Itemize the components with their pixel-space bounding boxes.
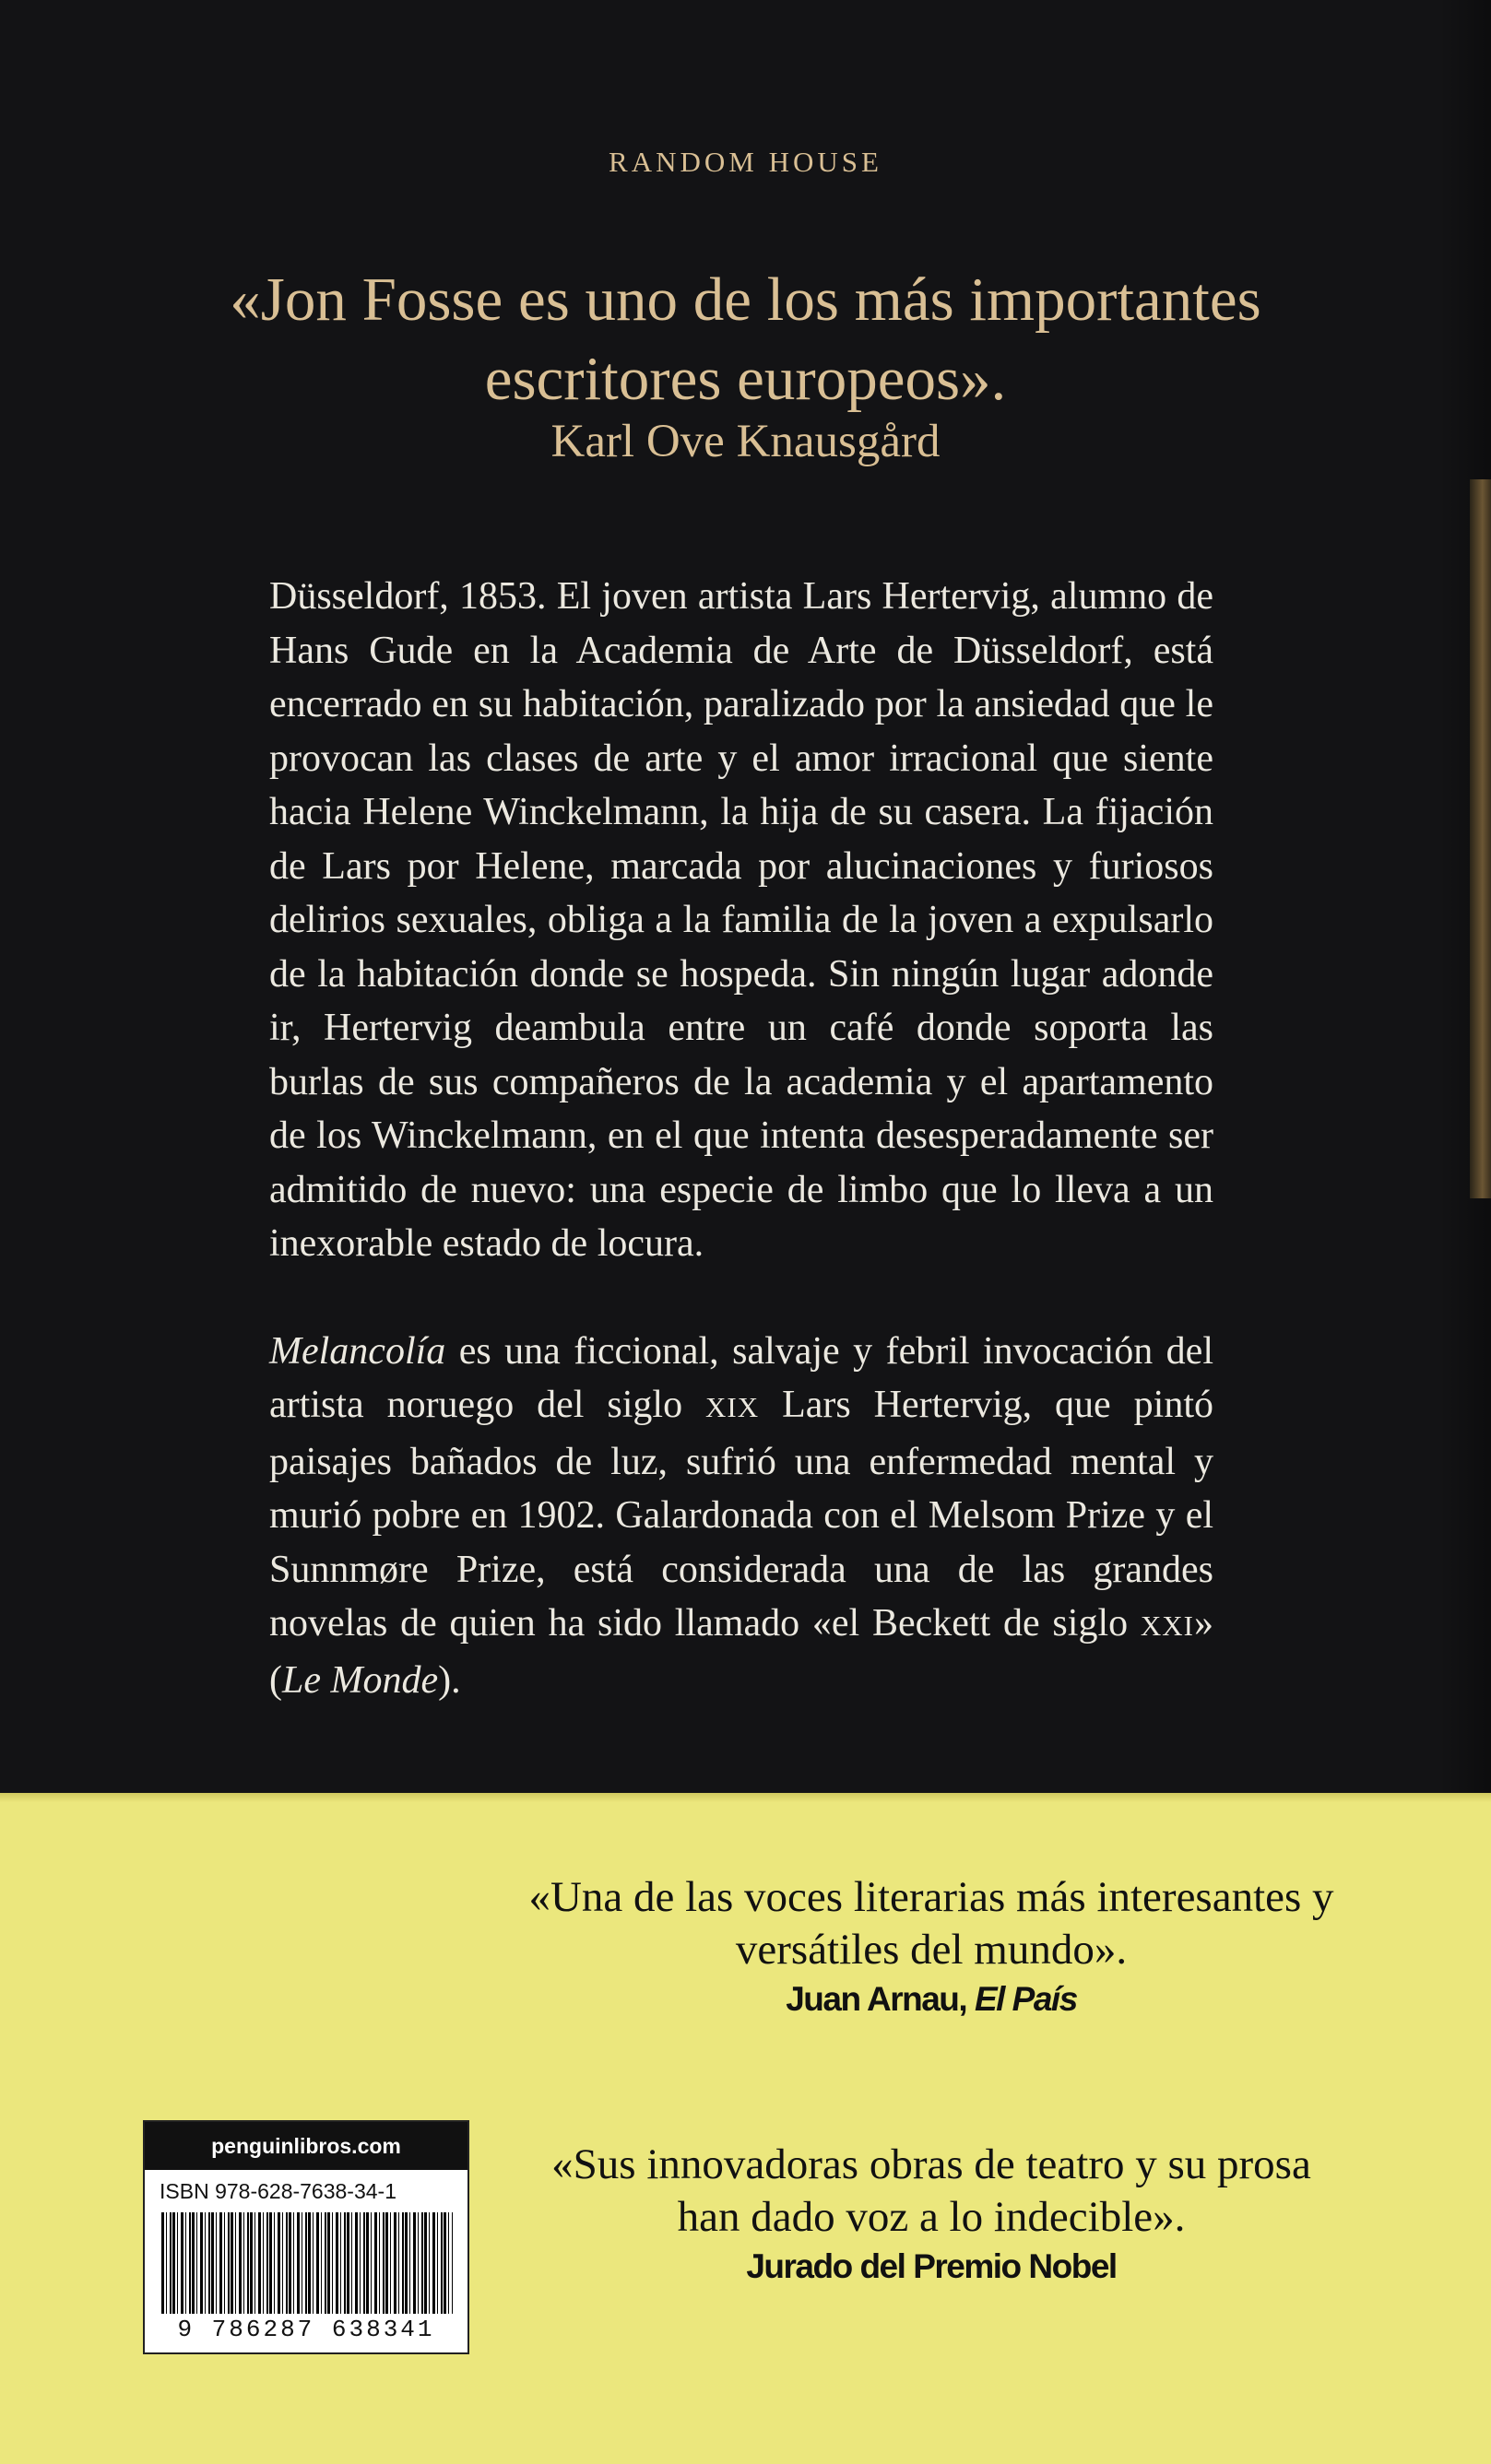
review-1-text: «Una de las voces literarias más interesantes y versátiles del mundo». <box>528 1873 1334 1974</box>
synopsis-paragraph-1: Düsseldorf, 1853. El joven artista Lars Hertervig, alumno de Hans Gude en la Academia de Arte de Düsseldorf, está encerrado en su habitación, paralizado por la ansiedad que le provocan las clases de arte y el amor irracional que siente hacia Helene Winckelmann, la hija de su casera. La fijación de Lars por Helene, marcada por alucinaciones y furiosos delirios sexuales, obliga a la familia de la joven a expulsarlo de la habitación donde se hospeda. Sin ningún lugar adonde ir, Hertervig deambula entre un café donde soporta las burlas de sus compañeros de la academia y el apartamento de los Winckelmann, en el que intenta desesperadamente ser admitido de nuevo: una especie de limbo que lo lleva a un inexorable estado de locura. <box>269 575 1213 1265</box>
review-1-source: El País <box>974 1980 1077 2018</box>
barcode-digits: 9 786287 638341 <box>177 2316 435 2343</box>
main-quote-author: Karl Ove Knausgård <box>550 416 941 467</box>
synopsis-text: Lars Hertervig, que pintó paisajes bañados de luz, sufrió una enfermedad mental y murió pobre en 1902. Galardonada con el Melsom Prize y el Sunnmøre Prize, está considerada una de las grandes novelas de quien ha sido llamado «el Beckett de siglo <box>269 1384 1213 1645</box>
isbn-label: ISBN 978-628-7638-34-1 <box>160 2179 396 2203</box>
review-2 <box>516 2139 1346 2286</box>
main-quote: «Jon Fosse es uno de los más importantes escritores europeos». <box>230 265 1261 413</box>
spine-edge <box>1470 479 1491 1198</box>
barcode-box <box>143 2120 469 2354</box>
review-2-text: «Sus innovadoras obras de teatro y su prosa han dado voz a lo indecible». <box>551 2140 1311 2241</box>
source-title: Le Monde <box>282 1658 439 1702</box>
review-1-author <box>516 1980 1346 2019</box>
band-shadow <box>0 1793 1491 1802</box>
review-1 <box>516 1871 1346 2019</box>
review-2-author: Jurado del Premio Nobel <box>746 2247 1117 2285</box>
publisher-url: penguinlibros.com <box>145 2122 467 2170</box>
synopsis-text: es una ficcional, salvaje y febril invocación del artista noruego del siglo <box>269 1329 1213 1426</box>
century-numeral: XXI <box>1140 1609 1194 1642</box>
publisher-name: RANDOM HOUSE <box>609 146 882 178</box>
synopsis-text: ). <box>438 1658 461 1702</box>
century-numeral: XIX <box>705 1391 760 1423</box>
book-title: Melancolía <box>269 1329 446 1373</box>
review-1-author-name: Juan Arnau, <box>786 1980 975 2018</box>
barcode-bars <box>161 2212 453 2314</box>
synopsis-text: » ( <box>269 1602 1213 1702</box>
synopsis <box>269 570 1213 1707</box>
synopsis-paragraph-2 <box>269 1325 1213 1708</box>
